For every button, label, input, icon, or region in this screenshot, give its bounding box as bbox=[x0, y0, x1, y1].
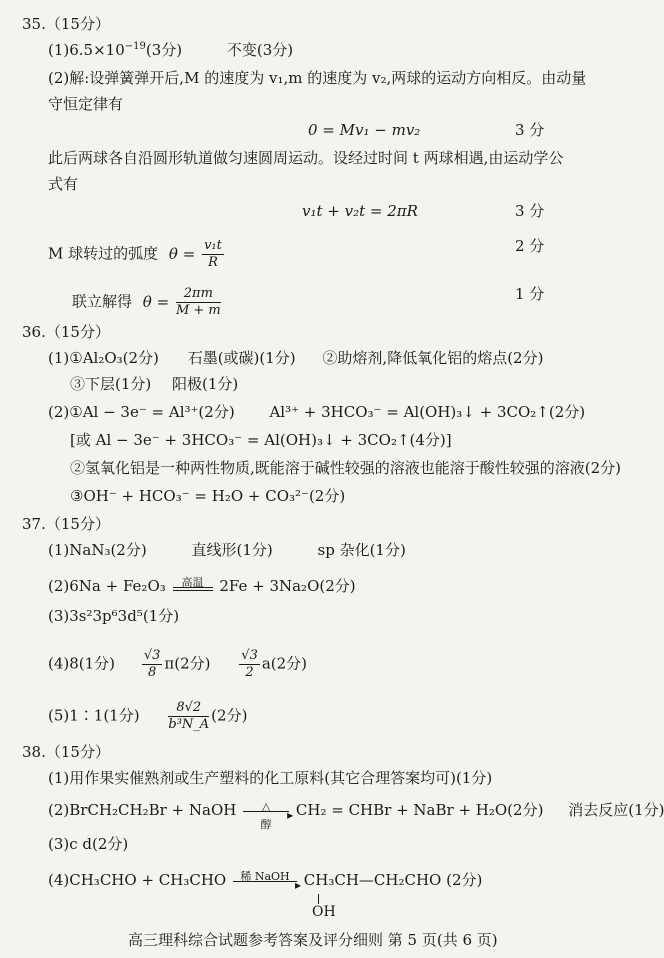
q38-part4: (4)CH₃CHO + CH₃CHO 稀 NaOH ▸ CH₃CH—CH₂CHO (2分) bbox=[48, 870, 483, 892]
q36-heading: 36.（15分） bbox=[22, 323, 110, 341]
q35-part2-text: (2)解:设弹簧弹开后,M 的速度为 v₁,m 的速度为 v₂,两球的运动方向相反。由动量 bbox=[48, 69, 587, 87]
q35-part2-text-2: 此后两球各自沿圆形轨道做匀速圆周运动。设经过时间 t 两球相遇,由运动学公 bbox=[48, 149, 564, 167]
reaction-arrow-naoh: 稀 NaOH ▸ bbox=[231, 871, 299, 891]
q37-part4: (4)8(1分) $\frac{√3}{8}$ π(2分) $\frac{√3}{2}$ a(2分) bbox=[48, 648, 308, 680]
reaction-arrow: △ ▸ 醇 bbox=[241, 801, 291, 821]
q36-part2-alt: [或 Al − 3e⁻ + 3HCO₃⁻ = Al(OH)₃↓ + 3CO₂↑(4分)] bbox=[70, 431, 452, 449]
q38-part1: (1)用作果实催熟剂或生产塑料的化工原料(其它合理答案均可)(1分) bbox=[48, 769, 493, 787]
q35-eq4-score: 1 分 bbox=[515, 285, 545, 303]
q36-part2-explain: ②氢氧化铝是一种两性物质,既能溶于碱性较强的溶液也能溶于酸性较强的溶液(2分) bbox=[70, 459, 622, 477]
q35-part2-text-cont: 守恒定律有 bbox=[48, 95, 124, 113]
q35-eq2-score: 3 分 bbox=[515, 202, 545, 220]
q35-eq1: 0 = Mv₁ − mv₂ bbox=[308, 121, 421, 139]
q35-eq1-score: 3 分 bbox=[515, 121, 545, 139]
q37-part1: (1)NaN₃(2分) 直线形(1分) sp 杂化(1分) bbox=[48, 541, 406, 559]
q35-part2-text-2-cont: 式有 bbox=[48, 175, 79, 193]
q38-part3: (3)c d(2分) bbox=[48, 835, 129, 853]
q37-part3: (3)3s²3p⁶3d⁵(1分) bbox=[48, 607, 180, 625]
q35-eq3-fraction: $\frac{\text{v₁t}}{R}$ bbox=[204, 238, 222, 270]
q35-eq4: 联立解得 θ = $\frac{2\pi m}{M + m}$ bbox=[72, 286, 221, 318]
page-footer: 高三理科综合试题参考答案及评分细则 第 5 页(共 6 页) bbox=[128, 931, 498, 949]
q36-part1: (1)①Al₂O₃(2分) 石墨(或碳)(1分) ②助熔剂,降低氧化铝的熔点(2分) bbox=[48, 349, 544, 367]
q38-heading: 38.（15分） bbox=[22, 743, 110, 761]
q38-oh-label: OH bbox=[312, 904, 336, 920]
q36-part1-cont: ③下层(1分) 阳极(1分) bbox=[70, 375, 239, 393]
q36-part2: (2)①Al − 3e⁻ = Al³⁺(2分) Al³⁺ + 3HCO₃⁻ = Al(OH)₃↓ + 3CO₂↑(2分) bbox=[48, 403, 586, 421]
q35-part1: $(1)6.5\times 10^{-19}(3$分) 不变(3分) bbox=[48, 41, 294, 59]
q38-part2: (2)BrCH₂CH₂Br + NaOH △ ▸ 醇 CH₂ = CHBr + NaBr + H₂O(2分) 消去反应(1分) bbox=[48, 800, 664, 831]
q37-part2: (2)6Na + Fe₂O₃ 高温 2Fe + 3Na₂O(2分) bbox=[48, 576, 356, 595]
q35-eq3-score: 2 分 bbox=[515, 237, 545, 255]
q36-part2-ion: ③OH⁻ + HCO₃⁻ = H₂O + CO₃²⁻(2分) bbox=[70, 487, 346, 505]
q35-eq4-fraction: $\frac{2\pi m}{M + m}$ bbox=[175, 286, 221, 318]
q35-eq3: M 球转过的弧度 θ = $\frac{\text{v₁t}}{R}$ bbox=[48, 238, 222, 270]
high-temp-equal-sign: 高温 bbox=[171, 577, 215, 597]
q35-heading: 35.（15分） bbox=[22, 15, 110, 33]
q37-heading: 37.（15分） bbox=[22, 515, 110, 533]
q37-part5: (5)1∶1(1分) $\frac{8√2}{\text{b³N\_A}}$ (2分) bbox=[48, 700, 248, 732]
q35-eq2: v₁t + v₂t = 2πR bbox=[302, 202, 418, 220]
